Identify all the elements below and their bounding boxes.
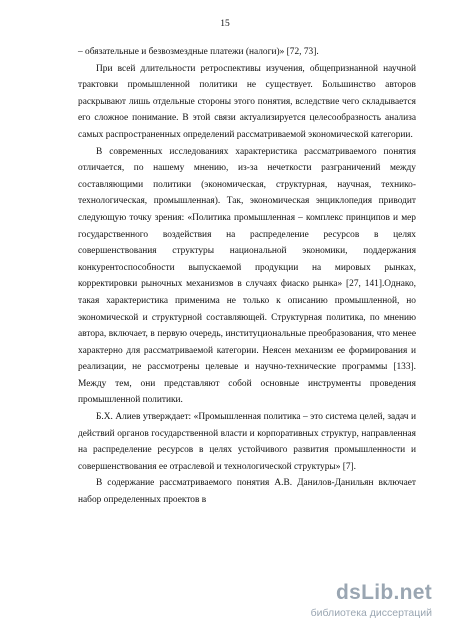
watermark-subtitle: библиотека диссертаций — [310, 607, 432, 619]
watermark-title: dsLib.net — [335, 581, 432, 604]
paragraph-retrospective: При всей длительности ретроспективы изучения, общепризнанной научной трактовки промышленной политики не существует. Большинство авторов раскрывают лишь отдельные стороны этого понятия, вследствие чего складывается его сложное понимание. В этой связи актуализируется целесообразность анализа самых распространенных определений рассматриваемой экономической категории. — [78, 63, 416, 140]
paragraph-danilov: В содержание рассматриваемого понятия А.В. Данилов-Данильян включает набор определенных проектов в — [78, 478, 416, 506]
list-item-taxes: – обязательные и безвозмездные платежи (налоги)» [72, 73]. — [78, 47, 319, 57]
document-body — [78, 44, 416, 509]
paragraph-modern-research: В современных исследованиях характеристика рассматриваемого понятия отличается, по нашему мнению, из-за нечеткости разграничений между составляющими политики (экономическая, структурная, научная, технико-технологическая, промышленная). Так, экономическая энциклопедия приводит следующую точку зрения: «Политика промышленная – комплекс принципов и мер государственного воздействия на распределение ресурсов в целях совершенствования структуры национальной экономики, поддержания конкурентоспособности выпускаемой продукции на мировых рынках, корректировки рыночных механизмов в случаях фиаско рынка» [27, 141].Однако, такая характеристика применима не только к описанию промышленной, но экономической и структурной составляющей. Структурная политика, по мнению автора, включает, в первую очередь, институциональные преобразования, что менее характерно для рассматриваемой категории. Неясен механизм ее формирования и реализации, не рассмотрены целевые и научно-технические программы [133]. Между тем, они представляют собой основные инструменты проведения промышленной политики. — [78, 146, 416, 406]
watermark-logo — [292, 581, 432, 625]
paragraph-aliev-quote: Б.Х. Алиев утверждает: «Промышленная политика – это система целей, задач и действий органов государственной власти и корпоративных структур, направленная на распределение ресурсов в целях устойчивого развития промышленности и совершенствования ее отраслевой и технологической структуры» [7]. — [78, 412, 416, 472]
page-number: 15 — [220, 19, 230, 29]
